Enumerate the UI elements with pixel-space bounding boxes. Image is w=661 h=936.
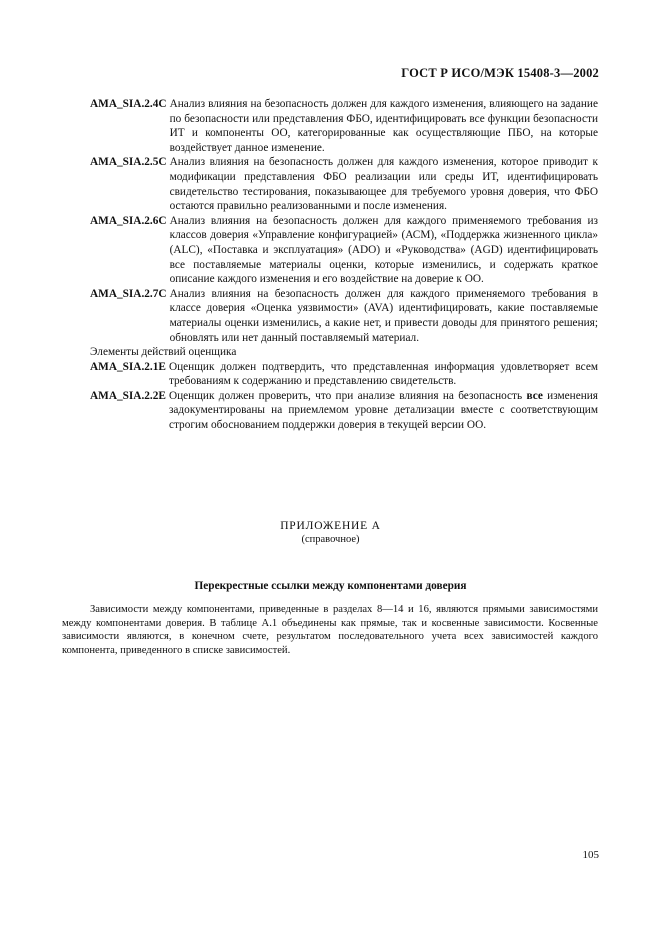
evaluator-element-text: Оценщик должен подтвердить, что представленная информация удовлетворяет всем требованиям к содержанию и представлению свидетельств. <box>168 360 598 388</box>
appendix-note: (справочное) <box>301 534 360 545</box>
requirement-item <box>90 97 598 155</box>
requirements-list <box>90 97 598 433</box>
requirement-id: AMA_SIA.2.5C <box>90 156 167 169</box>
requirement-text: Анализ влияния на безопасность должен для каждого изменения, влияющего на задание по безопасности или представления ФБО, идентифицировать все функции безопасности ИТ и компоненты ОО, категорированные как осуществляющие ПБО, на которые воздействует данное изменение. <box>169 98 598 154</box>
requirement-item <box>90 214 598 287</box>
evaluator-element-text-start: Оценщик должен проверить, что при анализе влияния на безопасность <box>168 389 527 402</box>
evaluator-element <box>90 360 598 389</box>
evaluator-section-label: Элементы действий оценщика <box>90 346 237 359</box>
appendix-title: ПРИЛОЖЕНИЕ А <box>280 520 381 532</box>
evaluator-element-emphasis: все <box>526 389 543 402</box>
requirement-id: AMA_SIA.2.7C <box>90 287 167 300</box>
evaluator-element <box>90 389 598 433</box>
evaluator-element-text <box>169 389 598 433</box>
crossref-heading: Перекрестные ссылки между компонентами доверия <box>194 580 467 592</box>
requirement-text: Анализ влияния на безопасность должен для каждого применяемого требования в классе доверия «Оценка уязвимости» (AVA) идентифицировать, какие поставляемые материалы оценки изменились, а какие нет, и привести доводы для принятого решения; обновлять или нет данный поставляемый материал. <box>169 287 598 344</box>
page-number: 105 <box>582 849 599 861</box>
requirement-item <box>90 287 598 345</box>
standard-header: ГОСТ Р ИСО/МЭК 15408-3—2002 <box>401 66 599 80</box>
evaluator-element-id: AMA_SIA.2.2E <box>90 389 166 402</box>
requirement-id: AMA_SIA.2.6C <box>90 214 167 227</box>
evaluator-element-text-end: изменения задокументированы на приемлемом уровне детализации вместе с соответствующим строгим обоснованием поддержки доверия в текущей версии ОО. <box>168 389 599 432</box>
evaluator-element-id: AMA_SIA.2.1E <box>90 360 166 373</box>
requirement-text: Анализ влияния на безопасность должен для каждого изменения, которое приводит к модификации представления ФБО реализации или среды ИТ, идентифицировать свидетельство тестирования, показывающее для требуемого уровня доверия, что ФБО остаются правильно реализованными и после изменения. <box>169 156 598 213</box>
requirement-item <box>90 155 598 213</box>
crossref-paragraph: Зависимости между компонентами, приведенные в разделах 8—14 и 16, являются прямыми зависимостями между компонентами доверия. В таблице А.1 объединены как прямые, так и косвенные зависимости. Косвенные зависимости являются, в конечном счете, результатом последовательного учета всех зависимостей каждого компонента, приведенного в списке зависимостей. <box>62 604 598 656</box>
requirement-text: Анализ влияния на безопасность должен для каждого применяемого требования из классов доверия «Управление конфигурацией» (АСМ), «Поддержка жизненного цикла» (ALC), «Поставка и эксплуатация» (ADO) и «Руководства» (AGD) идентифицировать все поставляемые материалы оценки, которые изменились, и содержать краткое описание каждого изменения и его воздействие на доверие к ОО. <box>169 214 598 286</box>
requirement-id: AMA_SIA.2.4C <box>90 98 167 110</box>
